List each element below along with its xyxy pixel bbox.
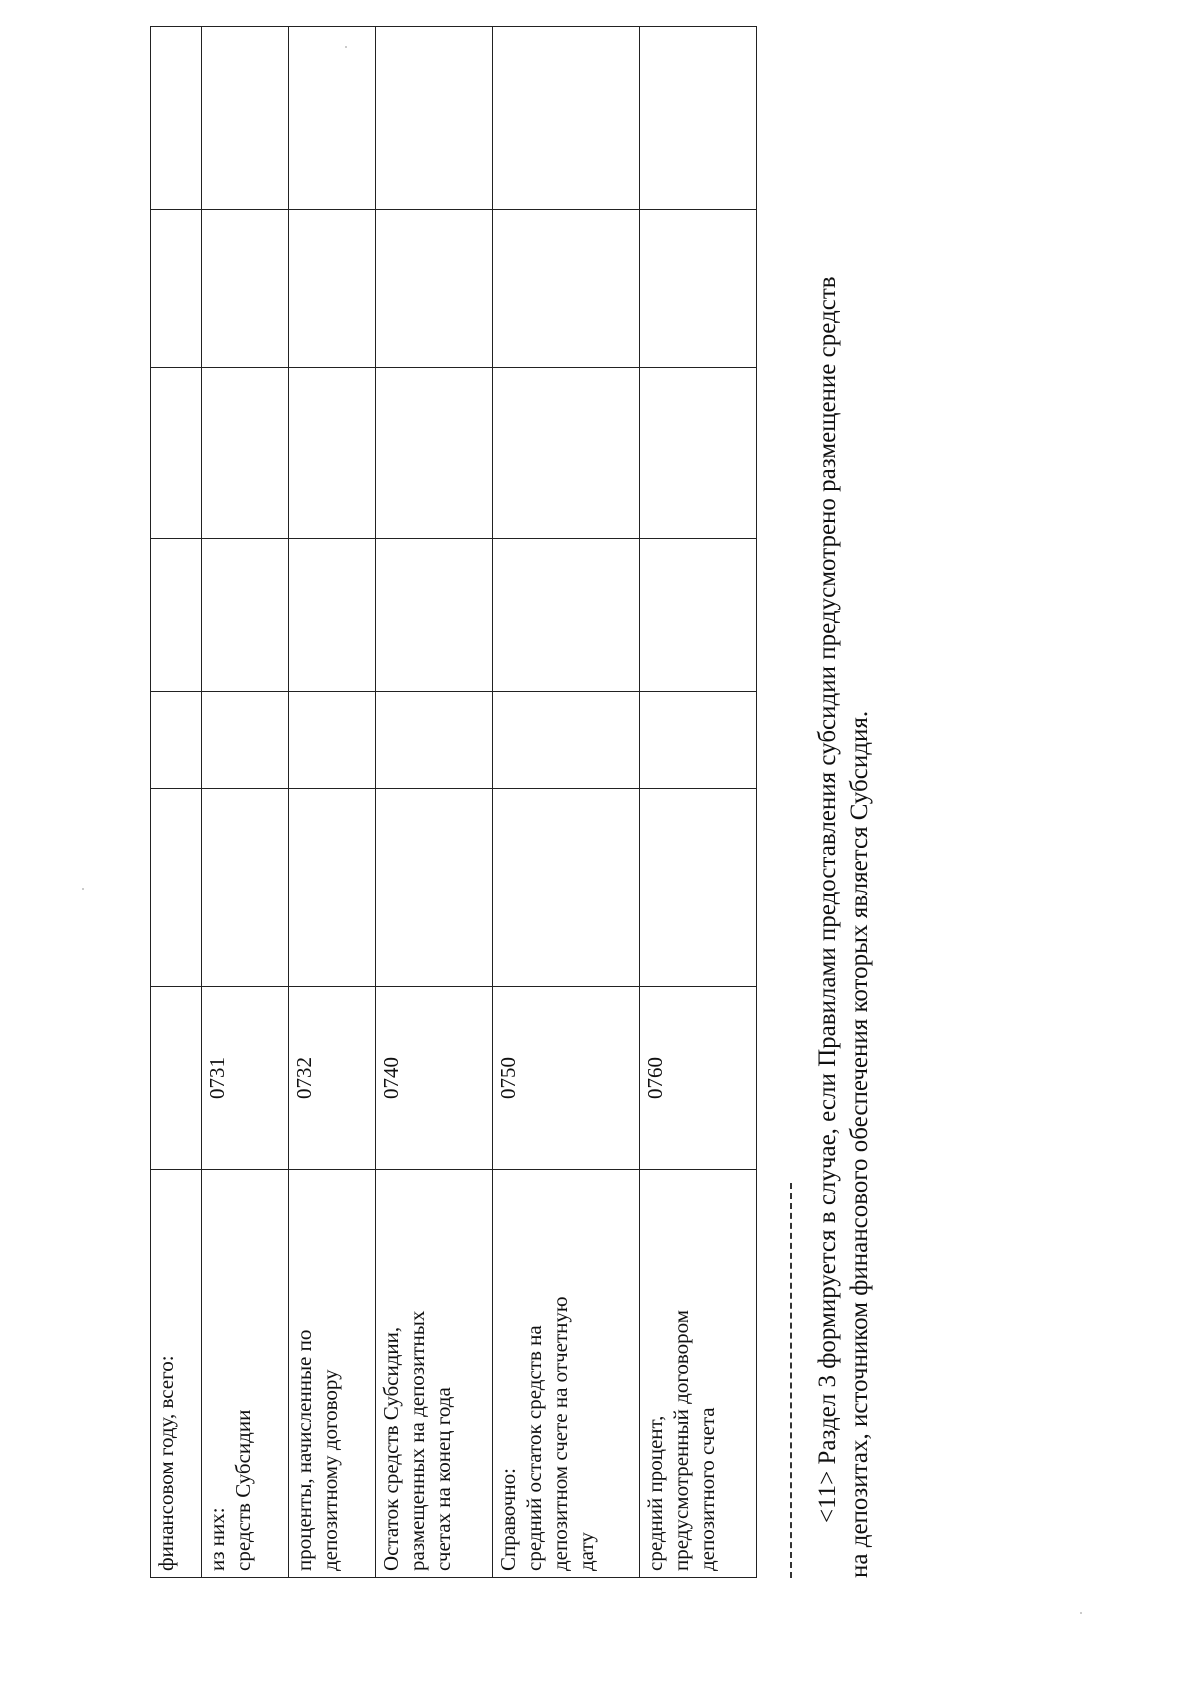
row-label: [151, 1170, 202, 1578]
rotated-page-content: [150, 98, 910, 1578]
data-cell: [289, 789, 376, 987]
label-line: размещенных на депозитных: [405, 1310, 429, 1571]
data-cell: [376, 789, 493, 987]
data-cell: [202, 789, 289, 987]
label-line: счетах на конец года: [431, 1387, 455, 1571]
data-cell: [640, 692, 757, 789]
data-cell: [493, 789, 640, 987]
row-code: 0760: [640, 987, 757, 1170]
label-line: средств Субсидии: [231, 1409, 255, 1571]
label-line: Остаток средств Субсидии,: [379, 1326, 403, 1571]
label-line: депозитного счета: [695, 1407, 719, 1571]
row-code: 0750: [493, 987, 640, 1170]
data-cell: [493, 368, 640, 539]
data-cell: [493, 539, 640, 692]
label-line: средний остаток средств на: [522, 1325, 546, 1571]
label-line: средний процент,: [643, 1415, 667, 1571]
table-row: [202, 27, 289, 1578]
scan-speck: [345, 46, 347, 48]
data-cell: [151, 692, 202, 789]
label-line: дату: [574, 1532, 598, 1571]
label-line: предусмотренный договором: [669, 1309, 693, 1571]
row-label: [376, 1170, 493, 1578]
row-label: [640, 1170, 757, 1578]
data-cell: [202, 210, 289, 368]
label-line: Справочно:: [496, 1468, 520, 1571]
row-code: 0731: [202, 987, 289, 1170]
data-cell: [493, 27, 640, 210]
row-label: [202, 1170, 289, 1578]
data-cell: [151, 368, 202, 539]
data-cell: [289, 692, 376, 789]
report-table: [150, 26, 757, 1578]
data-cell: [376, 539, 493, 692]
table-row: [493, 27, 640, 1578]
data-cell: [376, 368, 493, 539]
data-cell: [202, 539, 289, 692]
data-cell: [151, 27, 202, 210]
row-code: 0732: [289, 987, 376, 1170]
data-cell: [376, 210, 493, 368]
row-label: [289, 1170, 376, 1578]
table-row: [151, 27, 202, 1578]
table-row: [640, 27, 757, 1578]
table-row: [289, 27, 376, 1578]
data-cell: [151, 539, 202, 692]
label-line: финансовом году, всего:: [154, 1355, 178, 1571]
data-cell: [151, 789, 202, 987]
label-line: из них:: [205, 1507, 229, 1571]
footnote: [812, 98, 876, 1578]
row-code: [151, 987, 202, 1170]
data-cell: [640, 539, 757, 692]
data-cell: [289, 368, 376, 539]
data-cell: [640, 210, 757, 368]
data-cell: [640, 789, 757, 987]
data-cell: [493, 692, 640, 789]
row-code: 0740: [376, 987, 493, 1170]
data-cell: [376, 27, 493, 210]
label-line: депозитному договору: [318, 1369, 342, 1571]
footnote-line: <11> Раздел 3 формируется в случае, если Правилами предоставления субсидии предусмотрено размещение средств: [814, 276, 841, 1523]
data-cell: [202, 692, 289, 789]
footnote-separator: [790, 1183, 792, 1578]
data-cell: [640, 27, 757, 210]
scan-speck: [1080, 1612, 1082, 1614]
data-cell: [289, 210, 376, 368]
data-cell: [202, 368, 289, 539]
footnote-line: на депозитах, источником финансового обеспечения которых является Субсидия.: [846, 710, 873, 1578]
label-line: депозитном счете на отчетную: [548, 1296, 572, 1571]
scan-speck: [82, 888, 84, 890]
table-row: [376, 27, 493, 1578]
data-cell: [640, 368, 757, 539]
data-cell: [376, 692, 493, 789]
data-cell: [289, 539, 376, 692]
data-cell: [151, 210, 202, 368]
data-cell: [493, 210, 640, 368]
data-cell: [289, 27, 376, 210]
label-line: проценты, начисленные по: [292, 1329, 316, 1571]
data-cell: [202, 27, 289, 210]
row-label: [493, 1170, 640, 1578]
